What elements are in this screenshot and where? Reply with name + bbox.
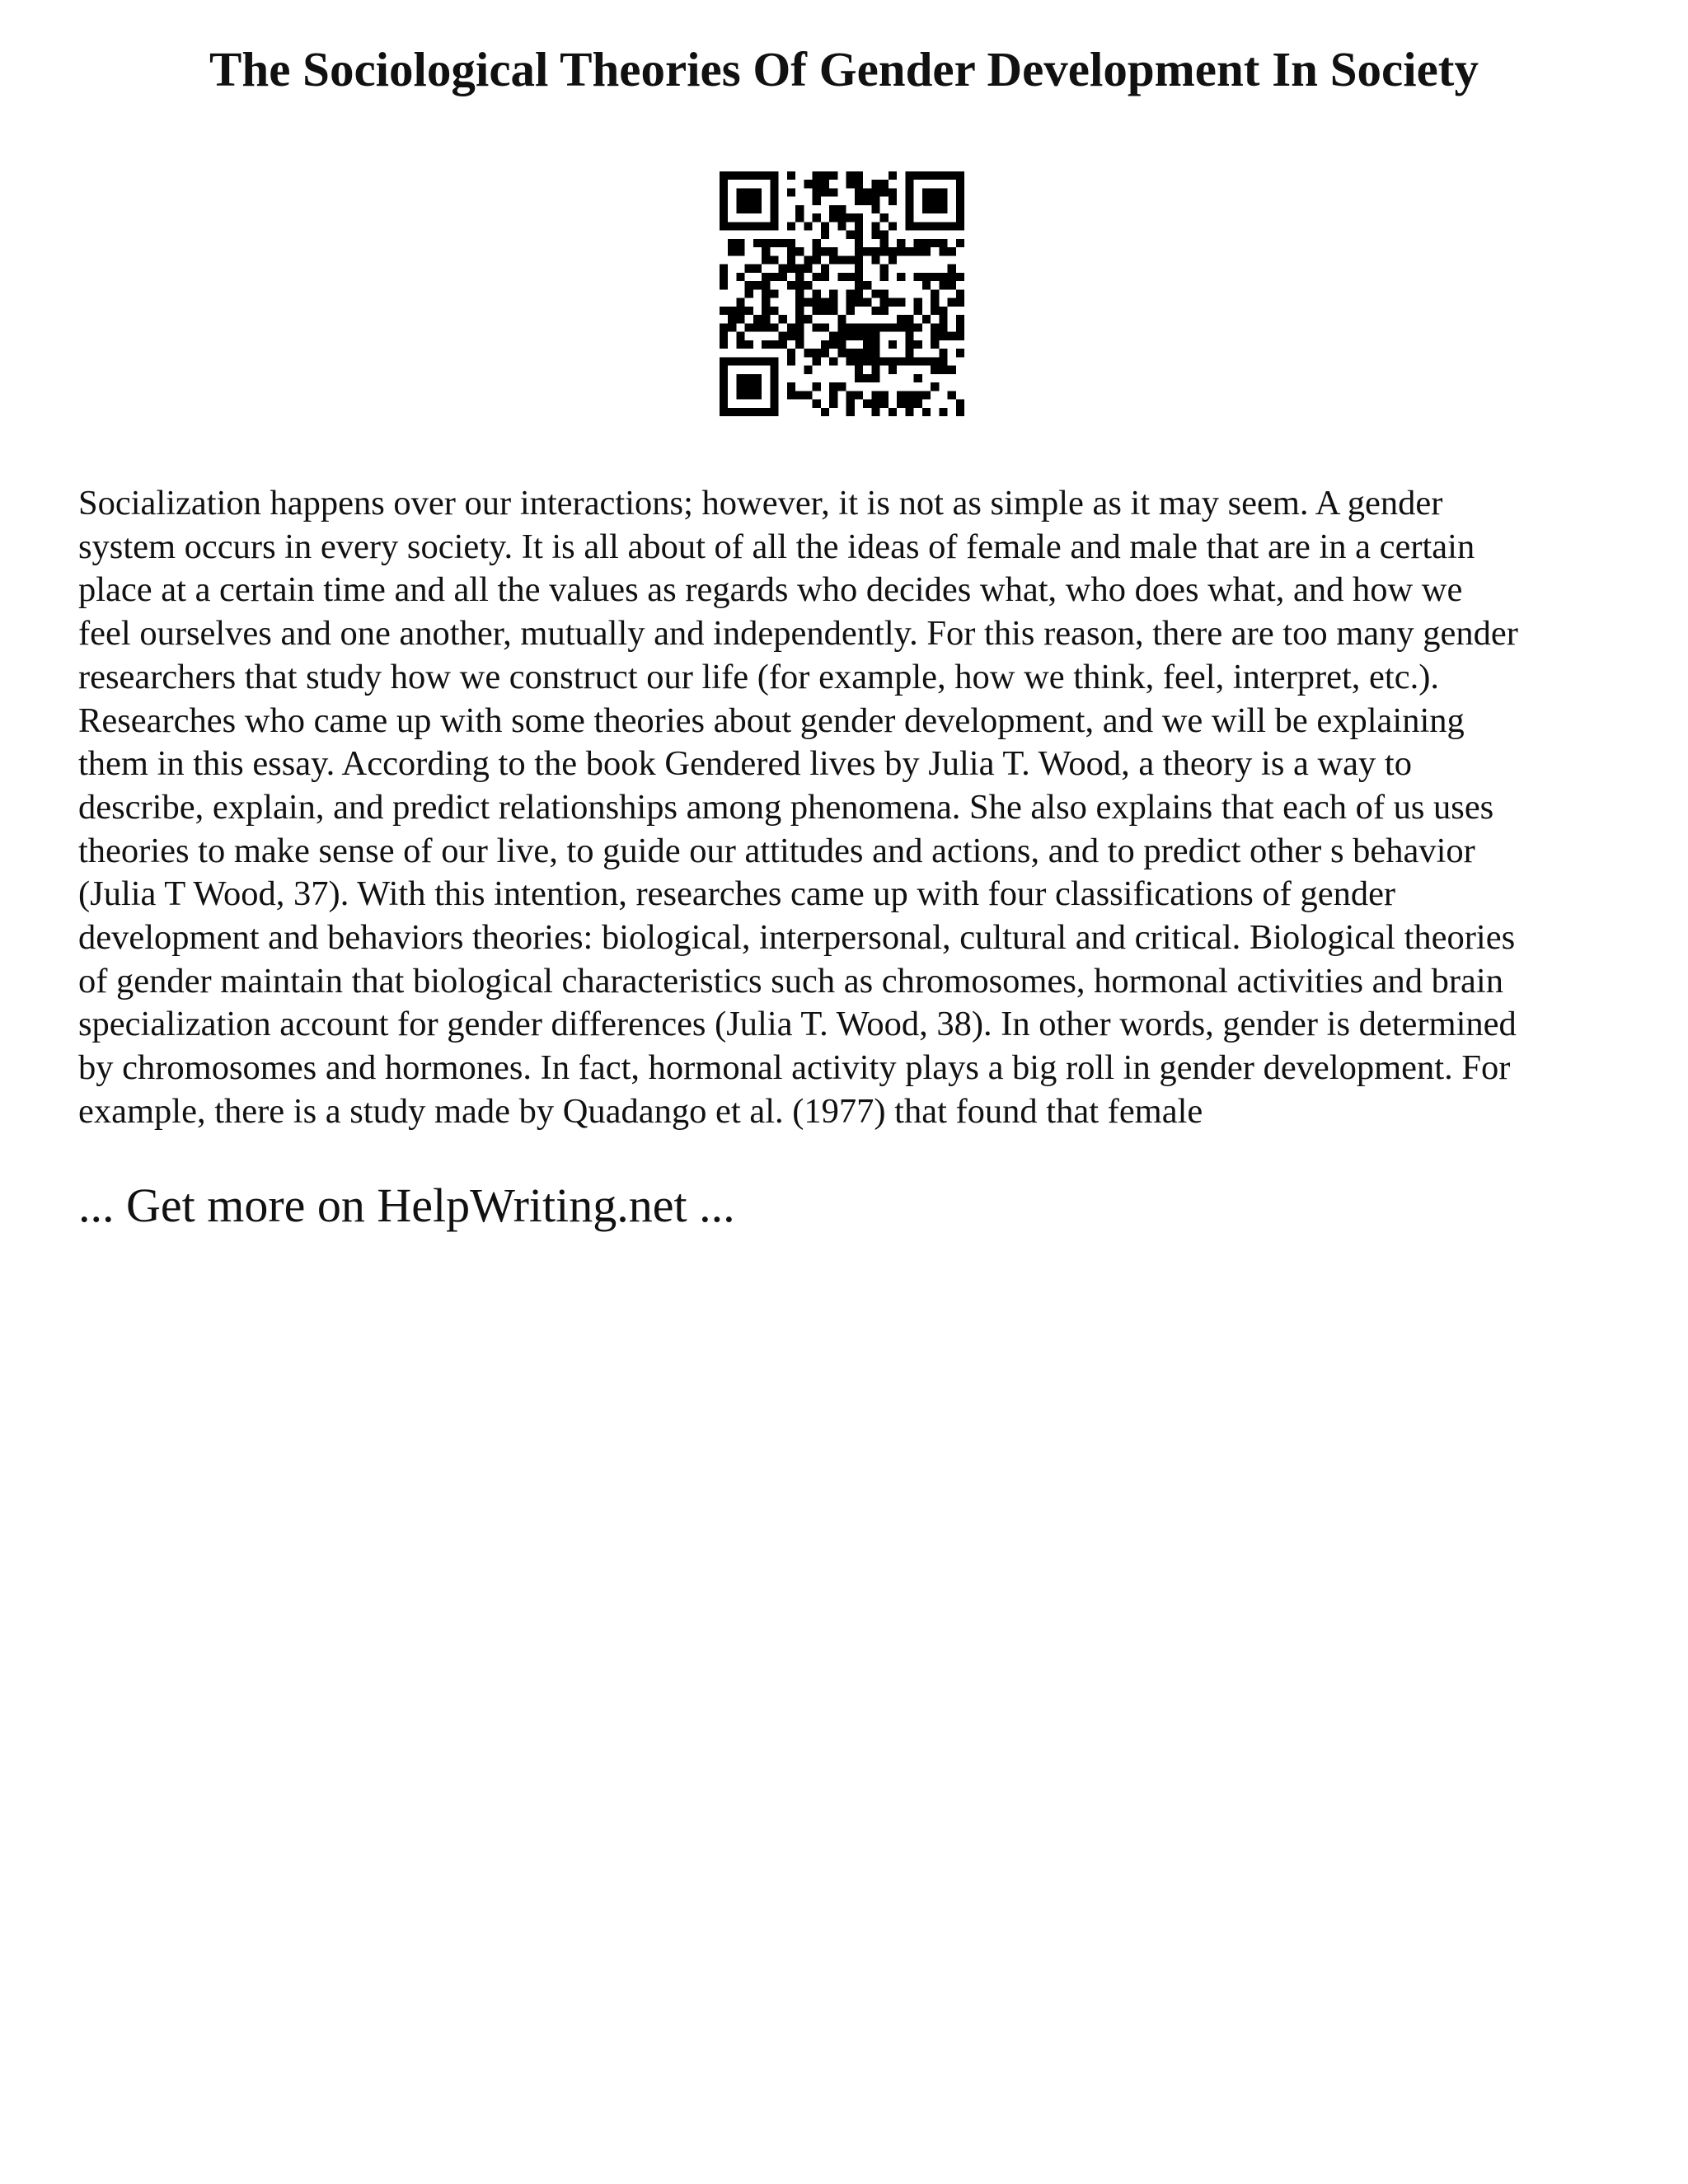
essay-line: feel ourselves and one another, mutually and independently. For this reason, there are too many gender bbox=[78, 614, 1518, 654]
essay-line: (Julia T Wood, 37). With this intention, researches came up with four classifications of gender bbox=[78, 874, 1396, 914]
essay-line: place at a certain time and all the values as regards who decides what, who does what, and how we bbox=[78, 570, 1463, 610]
document-title: The Sociological Theories Of Gender Development In Society bbox=[209, 42, 1479, 96]
essay-line: by chromosomes and hormones. In fact, hormonal activity plays a big roll in gender development. For bbox=[78, 1048, 1511, 1088]
get-more-link[interactable]: ... Get more on HelpWriting.net ... bbox=[78, 1179, 735, 1232]
essay-line: system occurs in every society. It is all about of all the ideas of female and male that are in a certain bbox=[78, 527, 1475, 566]
essay-line: specialization account for gender differences (Julia T. Wood, 38). In other words, gender is determined bbox=[78, 1005, 1517, 1044]
essay-line: Researches who came up with some theories about gender development, and we will be explaining bbox=[78, 701, 1465, 740]
essay-line: Socialization happens over our interactions; however, it is not as simple as it may seem. A gender bbox=[78, 484, 1443, 523]
essay-line: researchers that study how we construct our life (for example, how we think, feel, interpret, etc.). bbox=[78, 657, 1439, 696]
qr-code-icon bbox=[720, 171, 964, 416]
essay-line: theories to make sense of our live, to guide our attitudes and actions, and to predict other s behavior bbox=[78, 831, 1475, 870]
essay-body bbox=[78, 482, 1628, 1134]
essay-line: them in this essay. According to the book Gendered lives by Julia T. Wood, a theory is a way to bbox=[78, 744, 1412, 784]
essay-line: describe, explain, and predict relationships among phenomena. She also explains that each of us uses bbox=[78, 787, 1494, 827]
essay-line: example, there is a study made by Quadango et al. (1977) that found that female bbox=[78, 1091, 1203, 1131]
essay-line: development and behaviors theories: biological, interpersonal, cultural and critical. Biological theories bbox=[78, 918, 1516, 958]
essay-line: of gender maintain that biological characteristics such as chromosomes, hormonal activities and brain bbox=[78, 961, 1503, 1001]
